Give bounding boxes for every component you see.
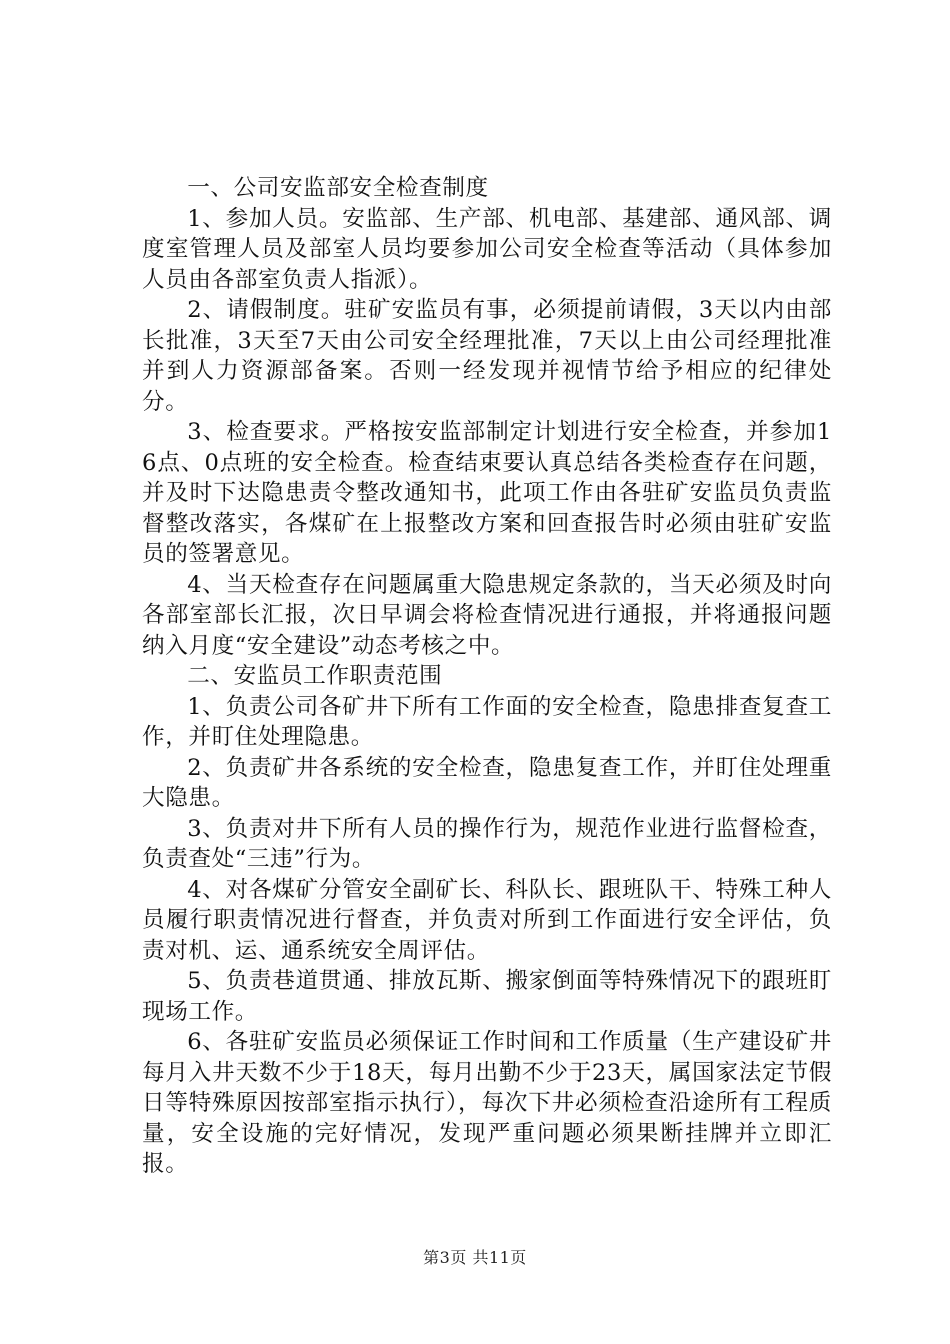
- paragraph: 2、负责矿井各系统的安全检查，隐患复查工作，并盯住处理重大隐患。: [142, 754, 832, 811]
- section-heading-1: 一、公司安监部安全检查制度: [187, 175, 489, 201]
- paragraph: 3、检查要求。严格按安监部制定计划进行安全检查，并参加16点、0点班的安全检查。检查结束要认真总结各类检查存在问题，并及时下达隐患责令整改通知书，此项工作由各驻矿安监员负责监督整改落实，各煤矿在上报整改方案和回查报告时必须由驻矿安监员的签署意见。: [142, 419, 832, 567]
- paragraph: 4、当天检查存在问题属重大隐患规定条款的，当天必须及时向各部室部长汇报，次日早调会将检查情况进行通报，并将通报问题纳入月度“安全建设”动态考核之中。: [142, 571, 832, 659]
- section-heading-2: 二、安监员工作职责范围: [187, 663, 443, 689]
- paragraph: 6、各驻矿安监员必须保证工作时间和工作质量（生产建设矿井每月入井天数不少于18天，每月出勤不少于23天，属国家法定节假日等特殊原因按部室指示执行），每次下井必须检查沿途所有工程质量，安全设施的完好情况，发现严重问题必须果断挂牌并立即汇报。: [142, 1029, 832, 1177]
- paragraph: 2、请假制度。驻矿安监员有事，必须提前请假，3天以内由部长批准，3天至7天由公司安全经理批准，7天以上由公司经理批准并到人力资源部备案。否则一经发现并视情节给予相应的纪律处分。: [142, 297, 832, 415]
- paragraph: 3、负责对井下所有人员的操作行为，规范作业进行监督检查，负责查处“三违”行为。: [142, 815, 832, 872]
- paragraph: 1、参加人员。安监部、生产部、机电部、基建部、通风部、调度室管理人员及部室人员均要参加公司安全检查等活动（具体参加人员由各部室负责人指派）。: [142, 205, 832, 293]
- paragraph: 5、负责巷道贯通、排放瓦斯、搬家倒面等特殊情况下的跟班盯现场工作。: [142, 968, 832, 1025]
- document-body: [142, 173, 832, 1180]
- paragraph: 4、对各煤矿分管安全副矿长、科队长、跟班队干、特殊工种人员履行职责情况进行督查，并负责对所到工作面进行安全评估，负责对机、运、通系统安全周评估。: [142, 876, 832, 964]
- paragraph: 1、负责公司各矿井下所有工作面的安全检查，隐患排查复查工作，并盯住处理隐患。: [142, 693, 832, 750]
- page-number-footer: 第3页 共11页: [423, 1248, 527, 1267]
